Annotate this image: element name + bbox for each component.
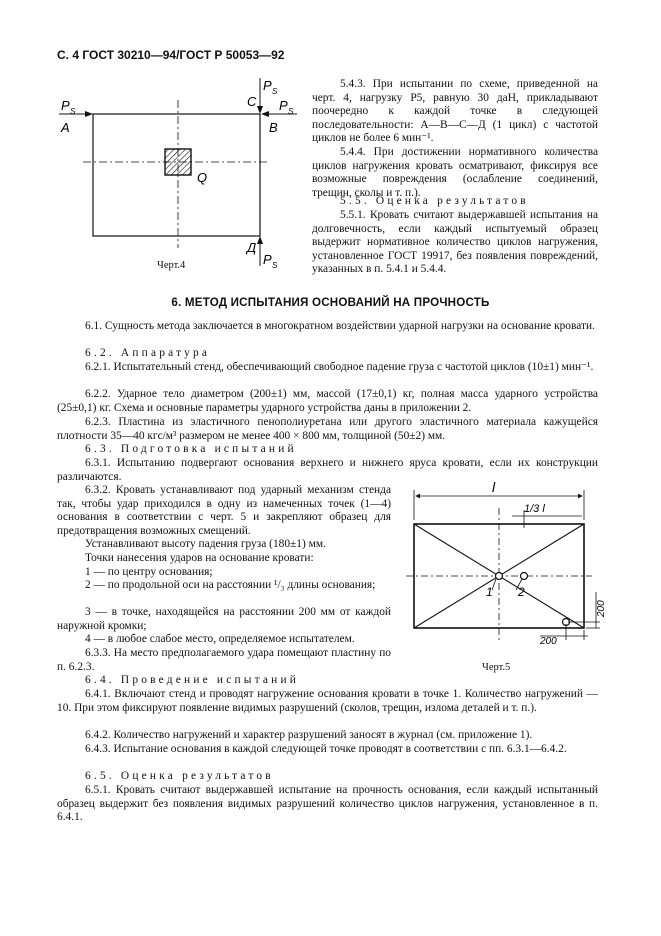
figure-5	[400, 480, 608, 655]
paragraph-6-2-2: 6.2.2. Ударное тело диаметром (200±1) мм, массой (17±0,1) кг, полная масса ударного устройства (25±0,1) кг. Схема и основные параметры ударного устройства даны в приложении 2.	[57, 388, 598, 414]
paragraph-6-3-2: 6.3.2. Кровать устанавливают под ударный механизм стенда так, чтобы удар приходился в одну из намеченных точек (1—4) основания в соответствии с черт. 5 и закрепляют образец для предотвращения возможных смещений.	[57, 484, 391, 537]
paragraph-6-3-1: 6.3.1. Испытанию подвергают основания верхнего и нижнего яруса кровати, если их конструкции различаются.	[57, 457, 598, 483]
fig5-label-2: 2	[518, 585, 525, 599]
heading-6-3: 6.3. Подготовка испытаний	[85, 443, 297, 455]
point-3: 3 — в точке, находящейся на расстоянии 200 мм от каждой наружной кромки;	[57, 606, 391, 632]
paragraph-6-2-3: 6.2.3. Пластина из эластичного пенополиуретана или другого эластичного материала кажущейся плотности 35—40 кгс/м³ размером не менее 400 × 800 мм, толщиной (50±2) мм.	[57, 416, 598, 442]
arrow-icon	[257, 106, 263, 114]
paragraph-6-5-1: 6.5.1. Кровать считают выдержавшей испытание на прочность основания, если каждый испытанный образец выдержит без появления видимых разрушений количество циклов нагружения, установленное в п. 6.4.1.	[57, 784, 598, 824]
paragraph-6-4-1: 6.4.1. Включают стенд и проводят нагружение основания кровати в точке 1. Количество нагружений — 10. При этом фиксируют появление видимых разрушений (сколов, трещин, излома деталей и т. п.).	[57, 688, 598, 714]
paragraph-5-4-3: 5.4.3. При испытании по схеме, приведенной на черт. 4, нагрузку P5, равную 30 даН, прикладывают поочередно к каждой точке в следующей последовательности: А—В—С—Д (1 цикл) с частотой циклов не более 6 мин⁻¹.	[312, 78, 598, 145]
arrow-icon	[257, 236, 263, 244]
fig5-dim-200-horizontal: 200	[540, 636, 557, 647]
fig4-label-ps-right: P	[279, 98, 288, 113]
fig5-label-1: 1	[486, 585, 493, 599]
point-2: 2 — по продольной оси на расстоянии ¹/₃ длины основания;	[85, 579, 376, 591]
fig4-label-ps-left: P	[61, 98, 70, 113]
fig4-label-sub: S	[272, 261, 278, 270]
fig4-label-a: A	[61, 120, 70, 135]
height-line: Устанавливают высоту падения груза (180±1) мм.	[85, 538, 326, 550]
fig4-label-ps-bottom: P	[263, 252, 272, 267]
figure-4	[55, 70, 315, 270]
paragraph-6-4-3: 6.4.3. Испытание основания в каждой следующей точке проводят в соответствии с пп. 6.3.1—6.4.2.	[85, 743, 567, 755]
fig4-label-b: B	[269, 120, 278, 135]
section-6-title: 6. МЕТОД ИСПЫТАНИЯ ОСНОВАНИЙ НА ПРОЧНОСТЬ	[171, 296, 490, 309]
paragraph-6-2-1: 6.2.1. Испытательный стенд, обеспечивающий свободное падение груза с частотой циклов (10±1) мин⁻¹.	[85, 361, 594, 373]
fig4-label-ps-top: P	[263, 78, 272, 93]
heading-6-2: 6.2. Аппаратура	[85, 347, 211, 359]
point-1: 1 — по центру основания;	[85, 566, 213, 578]
fig4-label-c: C	[247, 94, 257, 109]
arrow-icon	[261, 111, 269, 117]
fig4-label-sub: S	[272, 87, 278, 96]
paragraph-6-3-3: 6.3.3. На место предполагаемого удара помещают пластину по п. 6.2.3.	[57, 647, 391, 673]
paragraph-6-4-2: 6.4.2. Количество нагружений и характер разрушений заносят в журнал (см. приложение 1).	[85, 729, 533, 741]
fig5-dim-200-vertical: 200	[596, 600, 607, 617]
fig4-load-square	[165, 149, 191, 175]
paragraph-6-1: 6.1. Сущность метода заключается в многократном воздействии ударной нагрузки на основание кровати.	[85, 320, 595, 332]
fig5-label-third-l: 1/3 l	[524, 503, 545, 515]
figure-5-caption: Черт.5	[482, 662, 511, 673]
paragraph-5-4-4: 5.4.4. При достижении нормативного количества циклов нагружения кровать осматривают, фиксируя все возможные повреждения (ослабление соединений, трещин, сколы и т. п.).	[312, 146, 598, 199]
fig5-label-l: l	[492, 480, 496, 495]
page-header: С. 4 ГОСТ 30210—94/ГОСТ Р 50053—92	[57, 48, 285, 62]
heading-6-5: 6.5. Оценка результатов	[85, 770, 274, 782]
heading-5-5: 5.5. Оценка результатов	[340, 195, 529, 207]
fig4-label-d: Д	[247, 240, 257, 255]
fig5-point-2	[521, 573, 528, 580]
fig5-point-1	[496, 573, 503, 580]
heading-6-4: 6.4. Проведение испытаний	[85, 674, 300, 686]
figure-4-caption: Черт.4	[157, 260, 186, 271]
fig4-label-sub: S	[288, 107, 294, 116]
point-4: 4 — в любое слабое место, определяемое испытателем.	[85, 633, 355, 645]
points-intro: Точки нанесения ударов на основание кровати:	[85, 552, 314, 564]
fig4-label-sub: S	[70, 107, 76, 116]
fig4-label-q: Q	[197, 170, 208, 185]
arrow-icon	[85, 111, 93, 117]
paragraph-5-5-1: 5.5.1. Кровать считают выдержавшей испытания на долговечность, если каждый испытуемый образец выдержит нормативное количество циклов нагружения, установленное ГОСТ 19917, без появления повреждений, указанных в п. 5.4.1 и 5.4.4.	[312, 209, 598, 276]
